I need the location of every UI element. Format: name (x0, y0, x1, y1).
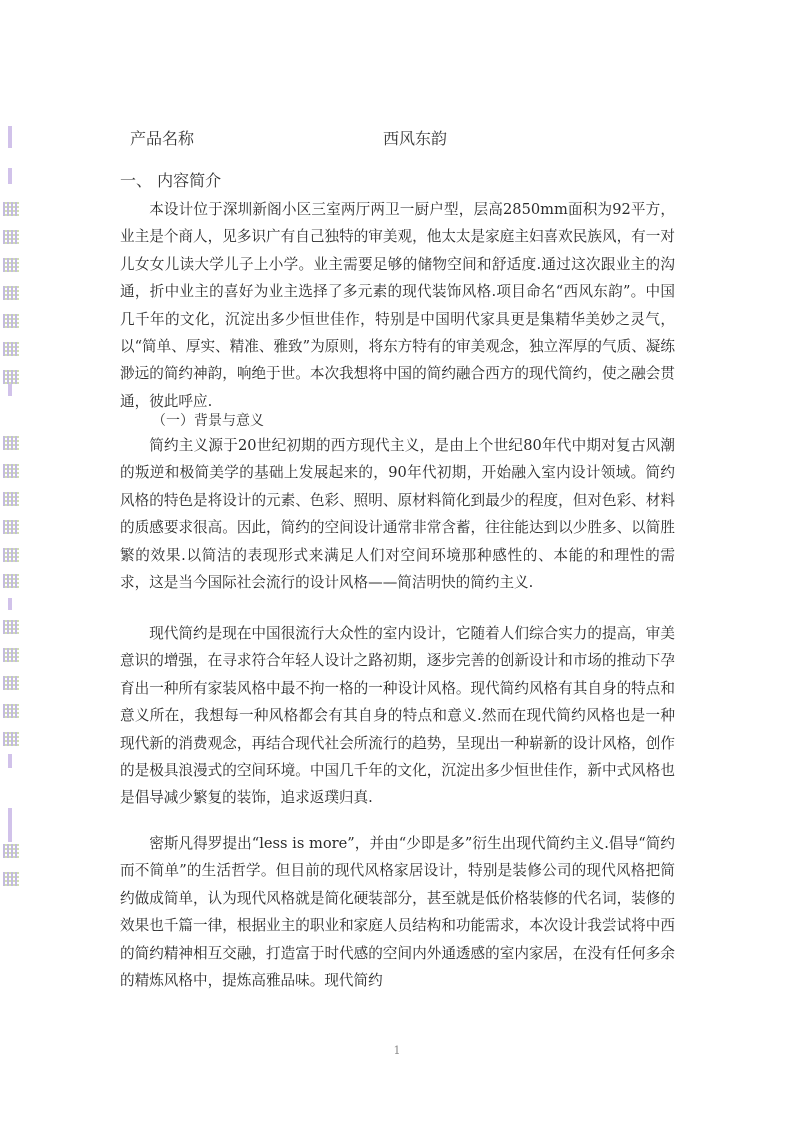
less-is-more-paragraph: 密斯凡得罗提出“less is more”，并由“少即是多”衍生出现代简约主义.倡导“简约而不简单”的生活哲学。但目前的现代风格家居设计，特别是装修公司的现代风格把简约做成简单，认为现代风格就是简化硬装部分，甚至就是低价格装修的代名词，装修的效果也千篇一律，根据业主的职业和家庭人员结构和功能需求，本次设计我尝试将中西的简约精神相互交融，打造富于时代感的空间内外通透感的室内家居，在没有任何多余的精炼风格中，提炼高雅品味。现代简约 (120, 835, 675, 990)
margin-mark (3, 704, 19, 718)
margin-mark (8, 384, 12, 396)
margin-mark (3, 676, 19, 690)
subsection-heading: （一）背景与意义 (152, 413, 264, 429)
modern-minimalism-paragraph: 现代简约是现在中国很流行大众性的室内设计，它随着人们综合实力的提高，审美意识的增强，在寻求符合年轻人设计之路初期，逐步完善的创新设计和市场的推动下孕育出一种所有家装风格中最不拘一格的一种设计风格。现代简约风格有其自身的特点和意义所在，我想每一种风格都会有其自身的特点和意义.然而在现代简约风格也是一种现代新的消费观念，再结合现代社会所流行的趋势，呈现出一种崭新的设计风格，创作的是极具浪漫式的空间环境。中国几千年的文化，沉淀出多少恒世佳作，新中式风格也是倡导减少繁复的装饰，追求返璞归真. (120, 625, 675, 807)
margin-mark (8, 808, 12, 842)
margin-mark (3, 286, 19, 300)
margin-mark (3, 872, 19, 886)
margin-mark (3, 436, 19, 450)
margin-mark (8, 168, 12, 184)
margin-mark (3, 492, 19, 506)
margin-mark (8, 126, 12, 148)
margin-mark (3, 370, 19, 384)
margin-mark (3, 464, 19, 478)
margin-mark (3, 844, 19, 858)
margin-mark (3, 230, 19, 244)
margin-mark (3, 648, 19, 662)
margin-mark (3, 732, 19, 746)
margin-mark (3, 202, 19, 216)
margin-mark (3, 314, 19, 328)
margin-mark (3, 520, 19, 534)
product-name-label: 产品名称 (130, 129, 195, 148)
product-name-value: 西风东韵 (383, 129, 448, 148)
margin-mark (3, 342, 19, 356)
margin-mark (8, 598, 12, 610)
binding-margin-marks (0, 118, 22, 898)
page-number: 1 (393, 1044, 401, 1057)
intro-paragraph: 本设计位于深圳新阁小区三室两厅两卫一厨户型，层高2850mm面积为92平方，业主是个商人，见多识广有自己独特的审美观，他太太是家庭主妇喜欢民族风，有一对儿女女儿读大学儿子上小学。业主需要足够的储物空间和舒适度.通过这次跟业主的沟通，折中业主的喜好为业主选择了多元素的现代装饰风格.项目命名“西风东韵”。中国几千年的文化，沉淀出多少恒世佳作，特别是中国明代家具更是集精华美妙之灵气，以“简单、厚实、精准、雅致”为原则，将东方特有的审美观念，独立浑厚的气质、凝练渺远的简约神韵，响绝于世。本次我想将中国的简约融合西方的现代简约，使之融会贯通，彼此呼应. (120, 201, 675, 410)
margin-mark (3, 258, 19, 272)
margin-mark (8, 754, 12, 768)
margin-mark (3, 620, 19, 634)
section-heading: 一、 内容简介 (120, 171, 222, 190)
margin-mark (3, 548, 19, 562)
margin-mark (3, 574, 19, 588)
background-paragraph: 简约主义源于20世纪初期的西方现代主义，是由上个世纪80年代中期对复古风潮的叛逆和极简美学的基础上发展起来的，90年代初期，开始融入室内设计领域。简约风格的特色是将设计的元素、色彩、照明、原材料简化到最少的程度，但对色彩、材料的质感要求很高。因此，简约的空间设计通常非常含蓄，往往能达到以少胜多、以简胜繁的效果.以简洁的表现形式来满足人们对空间环境那种感性的、本能的和理性的需求，这是当今国际社会流行的设计风格——简洁明快的简约主义. (120, 437, 675, 592)
